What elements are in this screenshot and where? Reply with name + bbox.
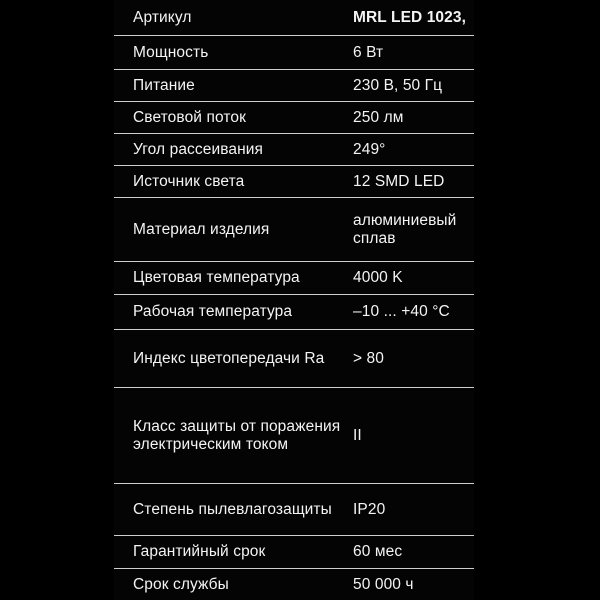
spec-label: Степень пылевлагозащиты	[133, 500, 332, 518]
spec-row-warranty	[114, 536, 474, 569]
spec-row-color-temperature	[114, 262, 474, 295]
spec-row-cri	[114, 330, 474, 388]
spec-row-service-life	[114, 569, 474, 600]
spec-label: Класс защиты от поражения электрическим током	[133, 417, 341, 453]
spec-label: Мощность	[133, 43, 209, 61]
spec-row-article	[114, 0, 474, 36]
spec-label: Индекс цветопередачи Ra	[133, 349, 325, 367]
spec-value: MRL LED 1023,	[353, 8, 466, 26]
spec-row-operating-temperature	[114, 295, 474, 330]
spec-label: Питание	[133, 76, 195, 94]
spec-value: 6 Вт	[353, 43, 384, 61]
spec-value: алюминиевый сплав	[353, 211, 457, 247]
spec-row-supply	[114, 70, 474, 102]
spec-value: 12 SMD LED	[353, 172, 445, 190]
spec-value: –10 ... +40 °C	[353, 303, 450, 320]
spec-label: Цветовая температура	[133, 269, 300, 286]
spec-row-beam-angle	[114, 134, 474, 166]
spec-table	[114, 0, 474, 600]
spec-label: Рабочая температура	[133, 303, 293, 320]
spec-row-luminous-flux	[114, 102, 474, 134]
spec-value: 4000 K	[353, 269, 403, 286]
spec-label: Световой поток	[133, 108, 246, 126]
spec-value: 250 лм	[353, 108, 404, 126]
spec-row-material	[114, 198, 474, 262]
spec-value: 249°	[353, 140, 386, 158]
spec-row-power	[114, 36, 474, 70]
spec-value: > 80	[353, 349, 384, 367]
spec-label: Угол рассеивания	[133, 140, 264, 158]
spec-value: IP20	[353, 500, 386, 518]
spec-row-ingress-protection	[114, 484, 474, 536]
spec-label: Источник света	[133, 172, 245, 190]
spec-label: Артикул	[133, 8, 192, 26]
spec-value: 230 В, 50 Гц	[353, 76, 443, 94]
spec-row-light-source	[114, 166, 474, 198]
spec-label: Гарантийный срок	[133, 543, 266, 560]
spec-row-protection-class	[114, 388, 474, 484]
spec-value: II	[353, 426, 362, 444]
spec-label: Материал изделия	[133, 220, 270, 238]
spec-value: 50 000 ч	[353, 575, 414, 593]
spec-value: 60 мес	[353, 543, 403, 560]
spec-label: Срок службы	[133, 575, 229, 593]
